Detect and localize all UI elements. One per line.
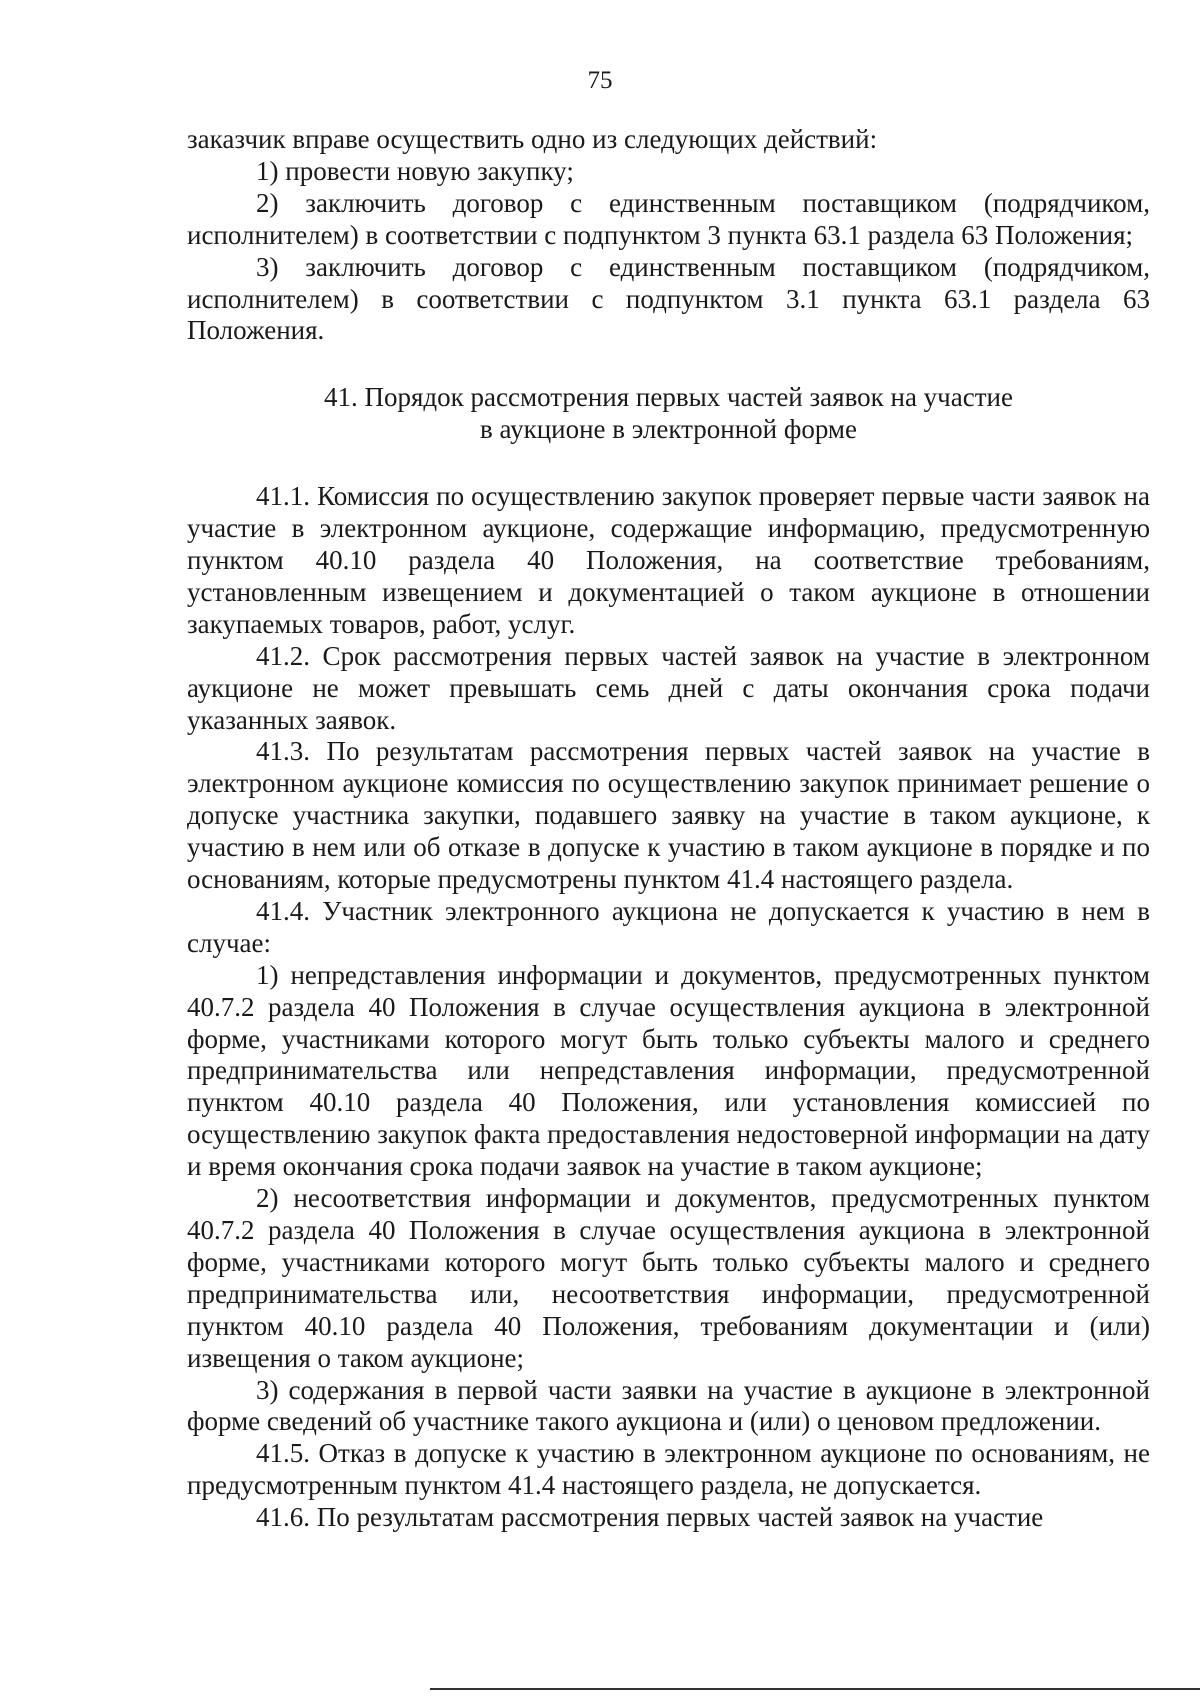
paragraph: заказчик вправе осуществить одно из следующих действий:	[187, 124, 878, 154]
scan-edge-line	[430, 1688, 1200, 1690]
page-number: 75	[587, 67, 613, 94]
section-heading	[187, 382, 1150, 446]
paragraph: 41.2. Срок рассмотрения первых частей заявок на участие в электронном аукционе не может превышать семь дней с даты окончания срока подачи указанных заявок.	[187, 640, 1150, 735]
paragraph: 41.5. Отказ в допуске к участию в электронном аукционе по основаниям, не предусмотренным пунктом 41.4 настоящего раздела, не допускается.	[187, 1438, 1150, 1501]
document-body	[187, 124, 1150, 1534]
list-item: 3) заключить договор с единственным поставщиком (подрядчиком, исполнителем) в соответствии с подпунктом 3.1 пункта 63.1 раздела 63 Положения.	[187, 251, 1150, 346]
list-item: 2) заключить договор с единственным поставщиком (подрядчиком, исполнителем) в соответствии с подпунктом 3 пункта 63.1 раздела 63 Положения;	[187, 187, 1150, 250]
list-item: 3) содержания в первой части заявки на участие в аукционе в электронной форме сведений об участнике такого аукциона и (или) о ценовом предложении.	[187, 1374, 1150, 1437]
paragraph: 41.4. Участник электронного аукциона не допускается к участию в нем в случае:	[187, 895, 1150, 958]
list-item: 1) провести новую закупку;	[256, 155, 574, 186]
list-item: 1) непредставления информации и документов, предусмотренных пунктом 40.7.2 раздела 40 Положения в случае осуществления аукциона в электронной форме, участниками которого могут быть только субъекты малого и среднего предпринимательства или непредставления информации, предусмотренной пунктом 40.10 раздела 40 Положения, или установления комиссией по осуществлению закупок факта предоставления недостоверной информации на дату и время окончания срока подачи заявок на участие в таком аукционе;	[187, 959, 1150, 1182]
paragraph: 41.1. Комиссия по осуществлению закупок проверяет первые части заявок на участие в электронном аукционе, содержащие информацию, предусмотренную пунктом 40.10 раздела 40 Положения, на соответствие требованиям, установленным извещением и документацией о таком аукционе в отношении закупаемых товаров, работ, услуг.	[187, 481, 1150, 639]
section-heading-line: в аукционе в электронной форме	[479, 414, 857, 445]
paragraph: 41.6. По результатам рассмотрения первых частей заявок на участие	[256, 1502, 1044, 1533]
section-heading-line: 41. Порядок рассмотрения первых частей заявок на участие	[324, 382, 1013, 413]
paragraph: 41.3. По результатам рассмотрения первых частей заявок на участие в электронном аукционе комиссия по осуществлению закупок принимает решение о допуске участника закупки, подавшего заявку на участие в таком аукционе, к участию в нем или об отказе в допуске к участию в таком аукционе в порядке и по основаниям, которые предусмотрены пунктом 41.4 настоящего раздела.	[187, 736, 1150, 895]
list-item: 2) несоответствия информации и документов, предусмотренных пунктом 40.7.2 раздела 40 Положения в случае осуществления аукциона в электронной форме, участниками которого могут быть только субъекты малого и среднего предпринимательства или, несоответствия информации, предусмотренной пунктом 40.10 раздела 40 Положения, требованиям документации и (или) извещения о таком аукционе;	[187, 1183, 1150, 1373]
